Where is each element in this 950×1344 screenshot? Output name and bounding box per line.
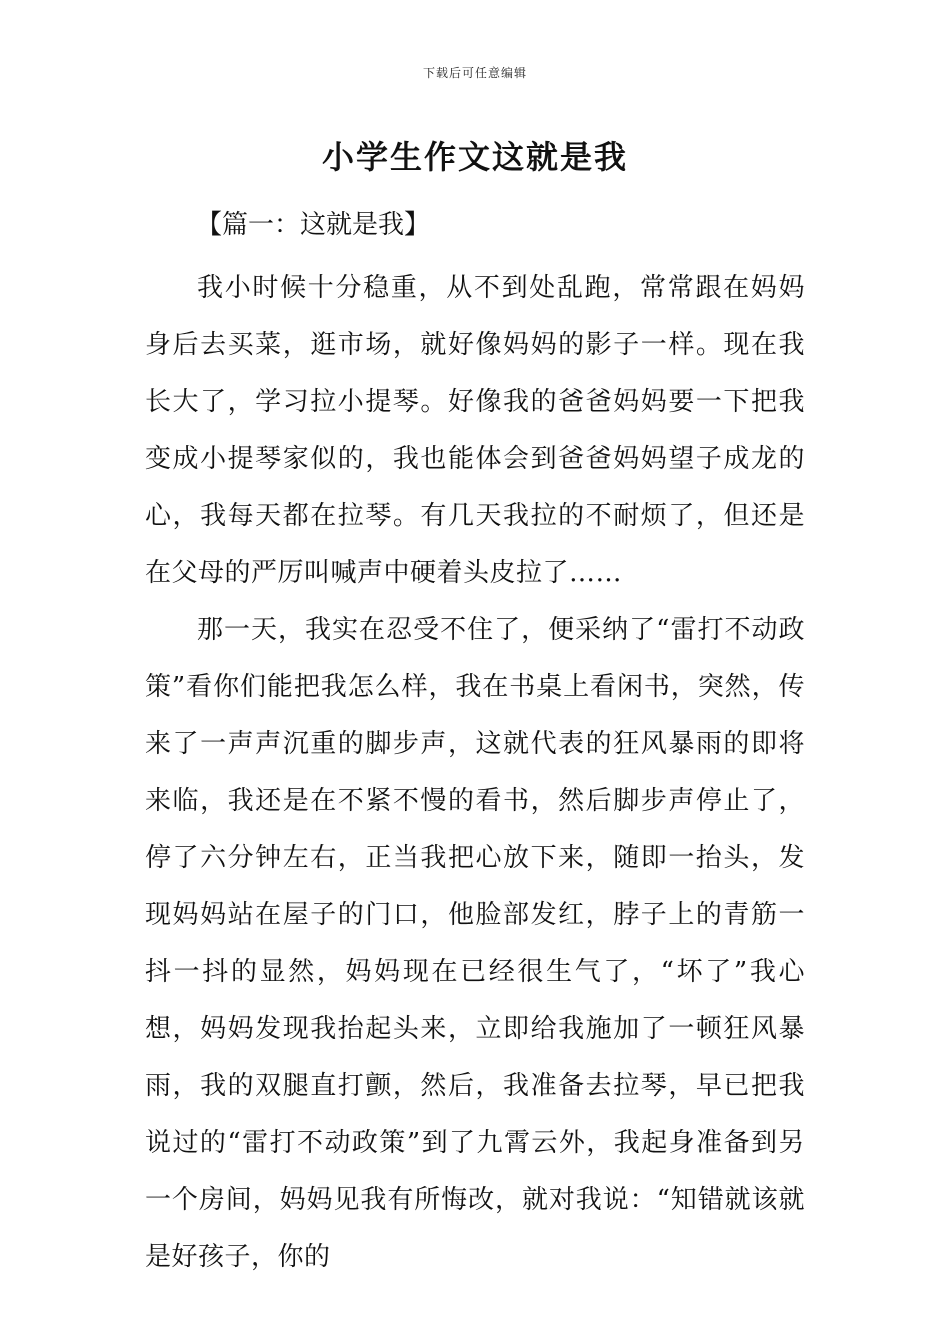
paragraph-1: 我小时候十分稳重，从不到处乱跑，常常跟在妈妈身后去买菜，逛市场，就好像妈妈的影子一样。现在我长大了，学习拉小提琴。好像我的爸爸妈妈要一下把我变成小提琴家似的，我也能体会到爸爸妈妈望子成龙的心，我每天都在拉琴。有几天我拉的不耐烦了，但还是在父母的严厉叫喊声中硬着头皮拉了…… bbox=[145, 273, 805, 588]
document-title: 小学生作文这就是我 bbox=[321, 138, 628, 176]
section-heading: 【篇一：这就是我】 bbox=[196, 210, 431, 240]
header-note: 下载后可任意编辑 bbox=[422, 66, 527, 80]
essay-body bbox=[145, 260, 805, 1286]
paragraph-2: 那一天，我实在忍受不住了，便采纳了“雷打不动政策”看你们能把我怎么样，我在书桌上看闲书，突然，传来了一声声沉重的脚步声，这就代表的狂风暴雨的即将来临，我还是在不紧不慢的看书，然后脚步声停止了，停了六分钟左右，正当我把心放下来，随即一抬头，发现妈妈站在屋子的门口，他脸部发红，脖子上的青筋一抖一抖的显然，妈妈现在已经很生气了，“坏了”我心想，妈妈发现我抬起头来，立即给我施加了一顿狂风暴雨，我的双腿直打颤，然后，我准备去拉琴，早已把我说过的“雷打不动政策”到了九霄云外，我起身准备到另一个房间，妈妈见我有所悔改，就对我说：“知错就该就是好孩子，你的 bbox=[145, 615, 805, 1272]
